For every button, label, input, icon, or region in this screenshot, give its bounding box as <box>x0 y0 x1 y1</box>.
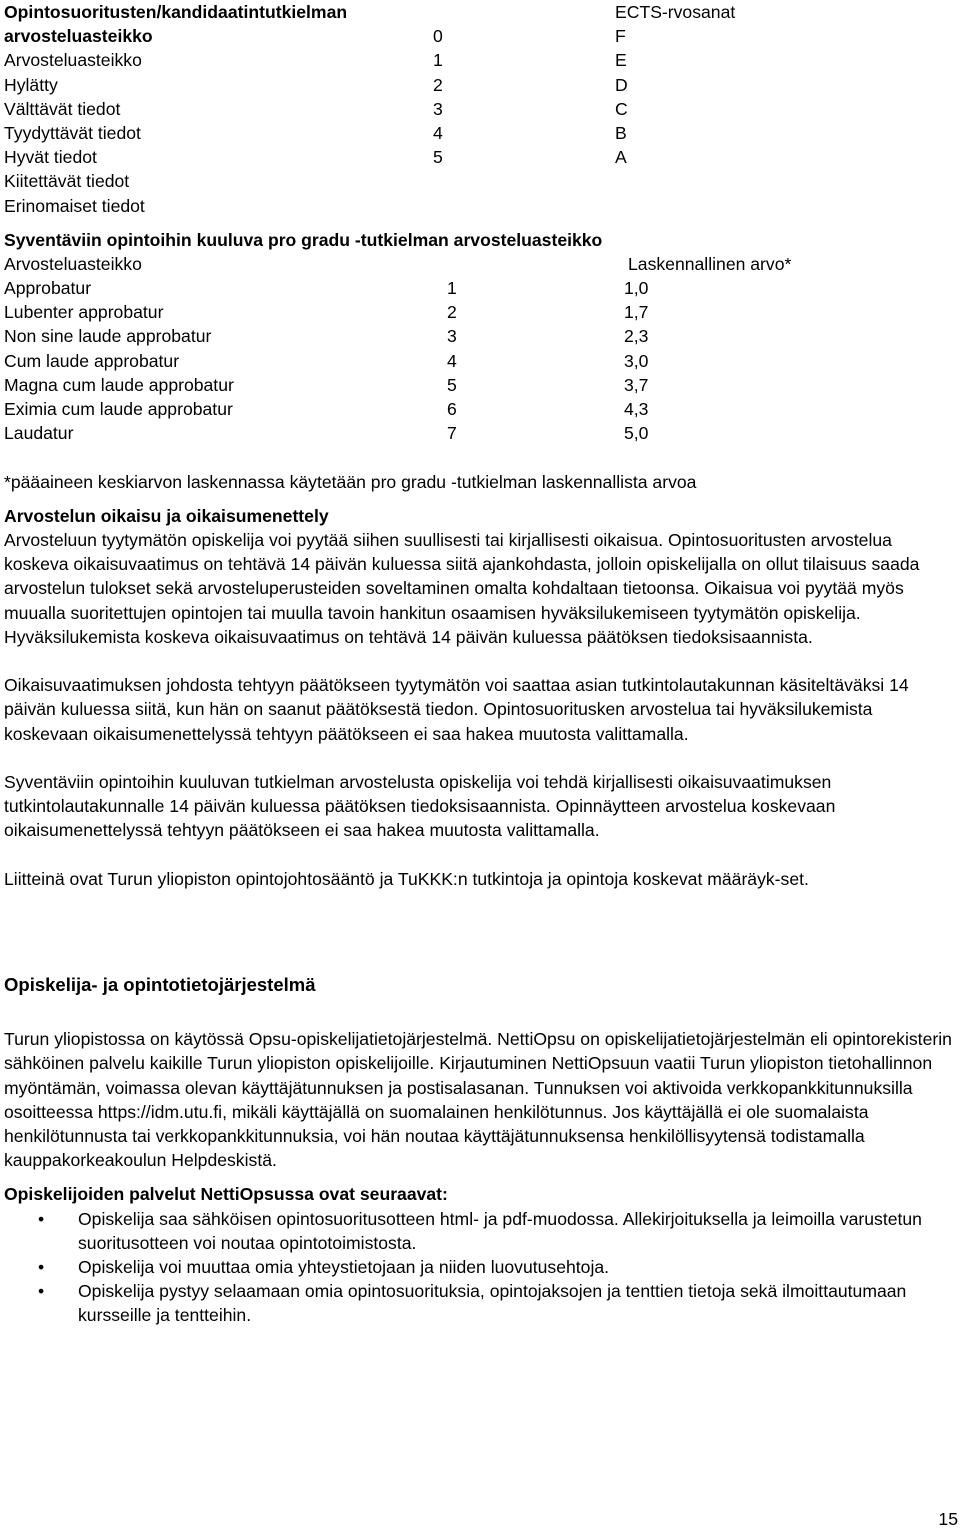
gradu-scale-header-row <box>4 252 956 276</box>
grade-cell: 0 <box>433 26 443 47</box>
label-cell: Hyvät tiedot <box>4 147 97 168</box>
value-cell: 4,3 <box>624 399 649 419</box>
value-cell: 1,0 <box>624 278 649 299</box>
ug-scale-row <box>4 97 956 121</box>
grade-cell: 1 <box>433 50 443 71</box>
ects-header: ECTS-rvosanat <box>615 2 736 22</box>
gradu-col-label: Arvosteluasteikko <box>4 253 142 274</box>
ects-cell: A <box>615 147 627 168</box>
label-cell: Kiitettävät tiedot <box>4 171 130 192</box>
grade-cell: 3 <box>433 98 443 119</box>
ug-scale-row <box>4 194 956 218</box>
label-cell: Tyydyttävät tiedot <box>4 122 141 143</box>
ug-scale-title-row <box>4 0 956 24</box>
gradu-scale-row <box>4 349 956 373</box>
grade-cell: 4 <box>447 350 457 371</box>
label-cell: Laudatur <box>4 423 74 444</box>
list-item <box>38 1279 956 1327</box>
appeal-paragraph-3: Syventäviin opintoihin kuuluvan tutkielman arvostelusta opiskelija voi tehdä kirjallisesti oikaisuvaatimuksen tutkintolautakunnalle 14 päivän kuluessa päätöksen tiedoksisaannista. Opinnäytteen arvostelua koskevaan oikaisumenettelyssä tehtyyn päätökseen ei saa hakea muutosta valittamalla. <box>4 771 836 841</box>
gradu-scale-row <box>4 324 956 348</box>
list-item <box>38 1207 956 1255</box>
list-item <box>38 1255 956 1279</box>
ug-scale-table <box>4 0 956 218</box>
ug-scale-title-line2: arvosteluasteikko <box>4 26 153 47</box>
ug-scale-row <box>4 48 956 72</box>
ug-scale-row <box>4 24 956 48</box>
value-cell: 3,7 <box>624 374 649 395</box>
ug-scale-row <box>4 121 956 145</box>
appeal-heading: Arvostelun oikaisu ja oikaisumenettely <box>4 505 329 526</box>
label-cell: Cum laude approbatur <box>4 350 180 371</box>
ects-cell: B <box>615 122 627 143</box>
ug-scale-title-line1: Opintosuoritusten/kandidaatintutkielman <box>4 2 348 22</box>
ects-cell: F <box>615 26 626 47</box>
system-paragraph: Turun yliopistossa on käytössä Opsu-opiskelijatietojärjestelmä. NettiOpsu on opiskelijatietojärjestelmän eli opintorekisterin sähköinen palvelu kaikille Turun yliopiston opiskelijoille. Kirjautuminen NettiOpsuun vaatii Turun yliopiston tietohallinnon myöntämän, voimassa olevan käyttäjätunnuksen ja postisalasanan. Tunnuksen voi aktivoida verkkopankkitunnuksilla osoitteessa https://idm.utu.fi, mikäli käyttäjällä on suomalainen henkilötunnus. Jos käyttäjällä ei ole suomalaista henkilötunnusta tai verkkopankkitunnuksia, voi hän noutaa käyttäjätunnuksensa henkilöllisyytensä todistamalla kauppakorkeakoulun Helpdeskistä. <box>4 1029 952 1171</box>
label-cell: Erinomaiset tiedot <box>4 195 145 216</box>
system-heading: Opiskelija- ja opintotietojärjestelmä <box>4 973 316 995</box>
label-cell: Magna cum laude approbatur <box>4 374 234 395</box>
ects-cell: E <box>615 50 627 71</box>
label-cell: Hylätty <box>4 74 58 95</box>
appeal-paragraph-2: Oikaisuvaatimuksen johdosta tehtyyn päätökseen tyytymätön voi saattaa asian tutkintolautakunnan käsiteltäväksi 14 päivän kuluessa siitä, kun hän on saanut päätöksestä tiedon. Opintosuoritusken arvostelua tai hyväksilukemista koskevaan oikaisumenettelyssä tehtyyn päätökseen ei saa hakea muutosta valittamalla. <box>4 675 909 744</box>
ug-scale-row <box>4 73 956 97</box>
gradu-scale-title: Syventäviin opintoihin kuuluva pro gradu -tutkielman arvosteluasteikko <box>4 229 603 250</box>
services-heading: Opiskelijoiden palvelut NettiOpsussa ovat seuraavat: <box>4 1184 448 1205</box>
grade-cell: 2 <box>433 74 443 95</box>
page-number: 15 <box>938 1509 958 1529</box>
gradu-col-value: Laskennallinen arvo* <box>628 253 792 274</box>
value-cell: 3,0 <box>624 350 649 371</box>
grade-cell: 5 <box>447 374 457 395</box>
gradu-scale-row <box>4 300 956 324</box>
label-cell: Välttävät tiedot <box>4 98 121 119</box>
label-cell: Approbatur <box>4 278 92 299</box>
ug-scale-row <box>4 145 956 169</box>
bullet-icon: • <box>38 1281 45 1302</box>
value-cell: 1,7 <box>624 302 649 323</box>
grade-cell: 5 <box>433 147 443 168</box>
appeal-paragraph-4: Liitteinä ovat Turun yliopiston opintojohtosääntö ja TuKKK:n tutkintoja ja opintoja koskevat määräyk-set. <box>4 868 809 889</box>
grade-cell: 3 <box>447 326 457 347</box>
value-cell: 5,0 <box>624 423 649 444</box>
ects-cell: C <box>615 98 628 119</box>
services-list <box>4 1207 956 1328</box>
appeal-paragraph-1: Arvosteluun tyytymätön opiskelija voi pyytää siihen suullisesti tai kirjallisesti oikaisua. Opintosuoritusten arvostelua koskeva oikaisuvaatimus on tehtävä 14 päivän kuluessa siitä ajankohdasta, jolloin opiskelijalla on ollut tilaisuus saada arvostelun tulokset sekä arvosteluperusteiden soveltaminen omalta kohdaltaan tietoonsa. Oikaisua voi pyytää myös muualla suoritettujen opintojen tai muulla tavoin hankitun osaamisen hyväksilukemiseen tyytymätön opiskelija. Hyväksilukemista koskeva oikaisuvaatimus on tehtävä 14 päivän kuluessa päätöksen tiedoksisaannista. <box>4 529 920 647</box>
ug-scale-row <box>4 169 956 193</box>
gradu-scale-title-row <box>4 228 956 252</box>
gradu-scale-table <box>4 228 956 446</box>
value-cell: 2,3 <box>624 326 649 347</box>
document-page <box>4 0 956 1328</box>
grade-cell: 6 <box>447 399 457 419</box>
label-cell: Arvosteluasteikko <box>4 50 142 71</box>
gradu-scale-row <box>4 276 956 300</box>
gradu-scale-row <box>4 397 956 421</box>
label-cell: Eximia cum laude approbatur <box>4 399 233 419</box>
gradu-scale-row <box>4 421 956 445</box>
gradu-scale-row <box>4 373 956 397</box>
bullet-icon: • <box>38 1257 45 1277</box>
gradu-footnote: *pääaineen keskiarvon laskennassa käytetään pro gradu -tutkielman laskennallista arvoa <box>4 471 697 492</box>
bullet-icon: • <box>38 1208 45 1229</box>
grade-cell: 1 <box>447 278 457 299</box>
list-item-text: Opiskelija pystyy selaamaan omia opintosuorituksia, opintojaksojen ja tenttien tietoja sekä ilmoittautumaan kursseille ja tentteihin. <box>78 1281 907 1326</box>
ects-cell: D <box>615 74 628 95</box>
list-item-text: Opiskelija voi muuttaa omia yhteystietojaan ja niiden luovutusehtoja. <box>78 1257 610 1277</box>
grade-cell: 7 <box>447 423 457 444</box>
list-item-text: Opiskelija saa sähköisen opintosuoritusotteen html- ja pdf-muodossa. Allekirjoituksella ja leimoilla varustetun suoritusotteen voi noutaa opintotoimistosta. <box>78 1208 922 1253</box>
grade-cell: 4 <box>433 122 443 143</box>
grade-cell: 2 <box>447 302 457 323</box>
label-cell: Non sine laude approbatur <box>4 326 212 347</box>
label-cell: Lubenter approbatur <box>4 302 164 323</box>
